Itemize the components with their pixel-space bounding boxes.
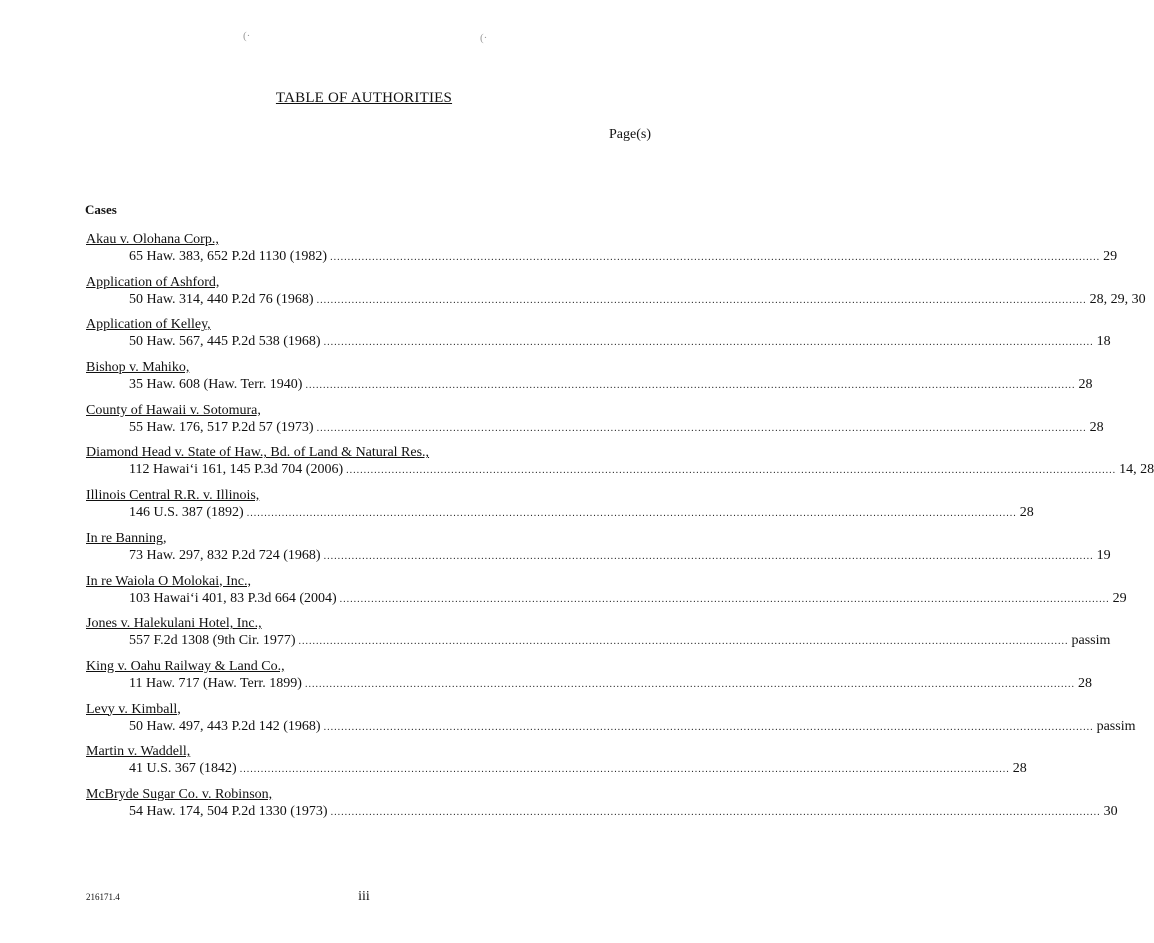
authority-entry: [86, 743, 1027, 786]
citation-line: [86, 461, 1154, 479]
citation: 65 Haw. 383, 652 P.2d 1130 (1982): [129, 249, 328, 264]
citation-line: [86, 590, 1127, 608]
authority-entry: [86, 402, 1104, 445]
pages-column-label: Page(s): [609, 127, 651, 142]
page-reference: 29: [1112, 590, 1127, 606]
case-name: Akau v. Olohana Corp.,: [86, 232, 219, 247]
citation: 557 F.2d 1308 (9th Cir. 1977): [129, 633, 296, 649]
authority-entry: [86, 573, 1127, 616]
authority-entry: [86, 615, 1111, 658]
dot-leader: ............................................................................................................................................................................................................................: [346, 465, 1117, 477]
scan-mark: (·: [243, 30, 251, 42]
citation: 73 Haw. 297, 832 P.2d 724 (1968): [129, 547, 321, 563]
case-name: In re Banning,: [86, 530, 167, 546]
dot-leader: ............................................................................................................................................................................................................................: [305, 380, 1076, 392]
page-reference: 14, 28: [1119, 462, 1154, 478]
page-reference: 19: [1096, 547, 1111, 563]
page-number: iii: [358, 889, 370, 904]
page-reference: 18: [1096, 334, 1111, 350]
authority-entry: [86, 444, 1154, 487]
citation: 50 Haw. 567, 445 P.2d 538 (1968): [129, 334, 321, 350]
scan-mark: (·: [480, 32, 488, 44]
case-name: McBryde Sugar Co. v. Robinson,: [86, 786, 273, 802]
case-name: Diamond Head v. State of Haw., Bd. of Land & Natural Res.,: [86, 445, 430, 461]
authorities-list: [86, 231, 1154, 829]
citation: 146 U.S. 387 (1892): [129, 505, 244, 521]
page-reference: 28: [1078, 377, 1093, 393]
case-name: County of Hawaii v. Sotomura,: [86, 402, 261, 418]
dot-leader: ............................................................................................................................................................................................................................: [339, 593, 1110, 605]
dot-leader: ............................................................................................................................................................................................................................: [330, 806, 1101, 818]
case-name: Jones v. Halekulani Hotel, Inc.,: [86, 616, 262, 632]
section-heading: Cases: [85, 202, 117, 217]
dot-leader: ............................................................................................................................................................................................................................: [304, 678, 1075, 690]
page-reference: 28, 29, 30: [1089, 291, 1146, 307]
citation: 41 U.S. 367 (1842): [129, 761, 237, 777]
page-reference: 28: [1077, 675, 1092, 691]
case-name: Bishop v. Mahiko,: [86, 360, 190, 376]
dot-leader: ............................................................................................................................................................................................................................: [330, 252, 1101, 263]
citation: 112 Hawai‘i 161, 145 P.3d 704 (2006): [129, 462, 344, 478]
citation-line: [86, 419, 1104, 437]
dot-leader: ............................................................................................................................................................................................................................: [323, 337, 1094, 349]
citation-line: [86, 248, 1118, 266]
page-reference: 28: [1089, 419, 1104, 435]
citation-line: [86, 547, 1111, 565]
page-title: TABLE OF AUTHORITIES: [275, 90, 453, 106]
case-name: Application of Kelley,: [86, 317, 211, 333]
page-reference: 30: [1103, 803, 1118, 819]
page-reference: 29: [1103, 249, 1118, 264]
citation: 11 Haw. 717 (Haw. Terr. 1899): [129, 675, 302, 691]
case-name: Illinois Central R.R. v. Illinois,: [86, 488, 260, 504]
dot-leader: ............................................................................................................................................................................................................................: [239, 764, 1010, 776]
case-name: Application of Ashford,: [86, 274, 220, 290]
citation-line: [86, 675, 1092, 693]
authority-entry: [86, 530, 1111, 573]
authority-entry: [86, 316, 1111, 359]
dot-leader: ............................................................................................................................................................................................................................: [298, 636, 1069, 648]
document-id: 216171.4: [86, 892, 120, 902]
citation: 35 Haw. 608 (Haw. Terr. 1940): [129, 377, 303, 393]
case-name: King v. Oahu Railway & Land Co.,: [86, 658, 285, 674]
authority-entry: [86, 359, 1093, 402]
dot-leader: ............................................................................................................................................................................................................................: [316, 422, 1087, 434]
citation-line: [86, 760, 1027, 778]
citation-line: [86, 333, 1111, 351]
dot-leader: ............................................................................................................................................................................................................................: [323, 550, 1094, 562]
citation: 103 Hawai‘i 401, 83 P.3d 664 (2004): [129, 590, 337, 606]
citation-line: [86, 376, 1093, 394]
authority-entry: [86, 701, 1136, 744]
case-name: Levy v. Kimball,: [86, 701, 181, 717]
page-reference: 28: [1012, 761, 1027, 777]
page-reference: passim: [1096, 718, 1136, 734]
authority-entry: [86, 658, 1092, 701]
citation-line: [86, 504, 1034, 522]
citation: 50 Haw. 314, 440 P.2d 76 (1968): [129, 291, 314, 307]
dot-leader: ............................................................................................................................................................................................................................: [316, 294, 1087, 306]
case-name: Martin v. Waddell,: [86, 744, 191, 760]
citation-line: [86, 291, 1146, 309]
page-reference: passim: [1071, 633, 1111, 649]
citation-line: [86, 803, 1118, 821]
authority-entry: [86, 786, 1118, 829]
dot-leader: ............................................................................................................................................................................................................................: [246, 508, 1017, 520]
citation-line: [86, 718, 1136, 736]
citation: 50 Haw. 497, 443 P.2d 142 (1968): [129, 718, 321, 734]
citation: 54 Haw. 174, 504 P.2d 1330 (1973): [129, 803, 328, 819]
authority-entry: [86, 231, 1118, 274]
case-name: In re Waiola O Molokai, Inc.,: [86, 573, 252, 589]
citation-line: [86, 632, 1111, 650]
authority-entry: [86, 274, 1146, 317]
dot-leader: ............................................................................................................................................................................................................................: [323, 721, 1094, 733]
authority-entry: [86, 487, 1034, 530]
citation: 55 Haw. 176, 517 P.2d 57 (1973): [129, 419, 314, 435]
page-reference: 28: [1019, 505, 1034, 521]
